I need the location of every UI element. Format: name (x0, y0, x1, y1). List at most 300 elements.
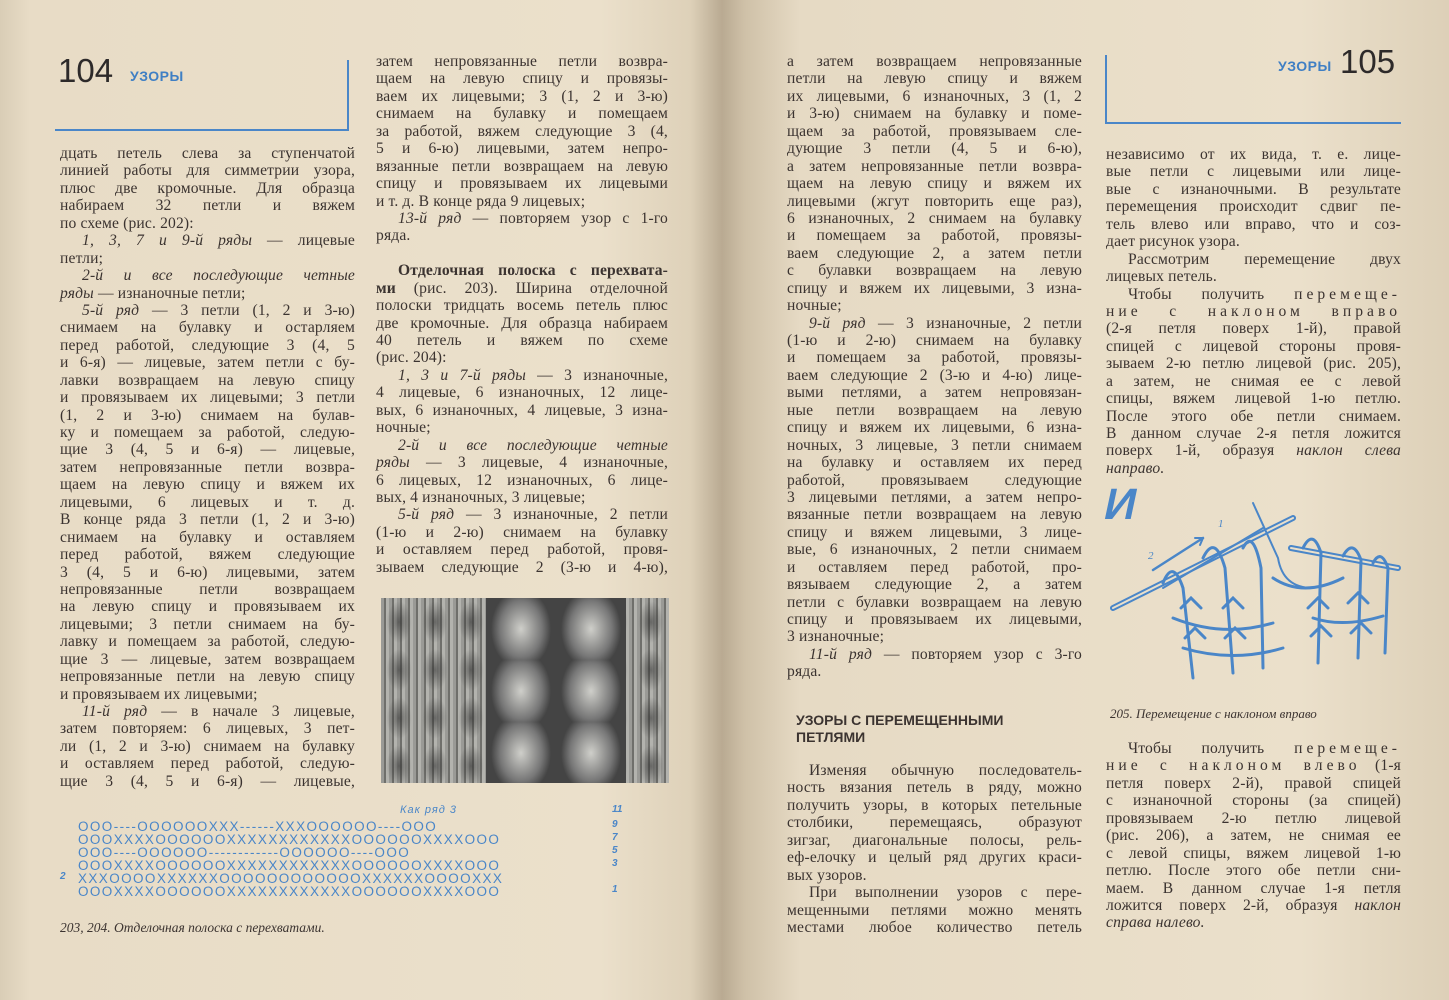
knitting-chart (60, 804, 638, 909)
text-line (376, 88, 668, 105)
bold-text: Отделочная полоска с перехвата- (398, 262, 668, 280)
chart-row (78, 818, 438, 834)
chart-row-stitches: XXXOOOOXXXXXXOOOOOOOOOOOOXXXXXXOOOOXXX (78, 871, 504, 886)
running-head-left: УЗОРЫ (130, 68, 184, 84)
text-line (60, 337, 355, 354)
text-line (60, 407, 355, 424)
text-line (1106, 146, 1401, 163)
text-line (60, 424, 355, 441)
text-line (787, 472, 1082, 489)
text-run: — 3 изнаночные, 2 петли (865, 314, 1082, 332)
text-run: ночные; (376, 419, 431, 437)
text-run: (2-я петля поверх 1-й), правой (1106, 320, 1401, 338)
text-line (376, 297, 668, 314)
text-line (376, 315, 668, 332)
text-line (376, 70, 668, 87)
text-line (1106, 216, 1401, 233)
text-line (1106, 425, 1401, 442)
text-line (787, 349, 1082, 366)
text-run: Чтобы получить (1128, 285, 1295, 303)
italic-text: 11-й ряд (82, 703, 148, 720)
text-line (60, 581, 355, 598)
italic-text: ряды (376, 454, 410, 472)
chart-row-stitches: OOO----OOOOOO------------OOOOOO----OOO (78, 845, 411, 860)
text-run: две кромочные. Для образца набираем (376, 314, 668, 332)
text-line (787, 402, 1082, 419)
text-line (60, 319, 355, 336)
text-line (1106, 233, 1401, 250)
section-heading (796, 712, 1003, 746)
text-line (1106, 286, 1401, 303)
text-line (60, 651, 355, 668)
text-run: (рис. 206), а затем, не снимая ее (1106, 827, 1401, 845)
text-line (787, 105, 1082, 122)
text-line (787, 158, 1082, 175)
text-line (1106, 792, 1401, 809)
text-run: ряда. (376, 227, 411, 245)
text-run: ложится поверх 2-й, образуя (1106, 896, 1355, 914)
text-line (1106, 810, 1401, 827)
text-run: линией работы для симметрии узора, (60, 162, 355, 180)
text-line (787, 193, 1082, 210)
text-run: полоски тридцать восемь петель плюс (376, 297, 668, 315)
header-rule-left (55, 129, 349, 131)
text-line (376, 437, 668, 454)
text-run: а затем непровязанные петли возвра- (787, 157, 1082, 175)
text-line (787, 297, 1082, 314)
text-run: щаем на левую спицу и вяжем их (787, 175, 1082, 193)
text-line (787, 175, 1082, 192)
text-run: и провязываем их лицевыми; 3 петли (60, 389, 355, 407)
text-run: спицы, вяжем лицевой 1-ю петлю. (1106, 390, 1401, 408)
italic-text: 13-й ряд (398, 209, 462, 227)
text-run: непровязанные петли возвращаем (60, 580, 355, 598)
text-line (376, 472, 668, 489)
text-line (787, 227, 1082, 244)
text-line (787, 762, 1082, 779)
text-run: 6 изнаночных, 2 снимаем на булавку (787, 209, 1082, 227)
text-run: и оставляем перед работой, провя- (376, 541, 668, 559)
text-line (60, 686, 355, 703)
text-run: набираем 32 петли и вяжем (60, 197, 355, 215)
text-run: 3 (4, 5 и 6-ю) лицевыми, затем (60, 563, 355, 581)
text-line (60, 755, 355, 772)
text-line (787, 262, 1082, 279)
text-run: с левой спицы, вяжем лицевой 1-ю (1106, 844, 1401, 862)
text-line (787, 140, 1082, 157)
text-run: щие 3 (4, 5 и 6-я) — лицевые, (60, 441, 355, 459)
text-run: спицу и вяжем их лицевыми, 3 изна- (787, 279, 1082, 297)
text-run: — повторяем узор с 1-го (461, 209, 668, 227)
text-run: 6 лицевых, 12 изнаночных, 6 лице- (376, 471, 668, 489)
text-run: снимаем на булавку и остарляем (60, 319, 355, 337)
text-line (787, 70, 1082, 87)
header-rule-left-vertical (347, 60, 349, 130)
text-line (787, 315, 1082, 332)
page-number-left: 104 (58, 52, 114, 89)
text-line (787, 646, 1082, 663)
text-run: и провязываем их лицевыми; (60, 685, 258, 703)
text-run: за работой, вяжем следующие 3 (4, (376, 122, 668, 140)
figure-label: 1 (1218, 518, 1224, 530)
text-line (60, 372, 355, 389)
text-run: — 3 лицевые, 4 изнаночные, (409, 454, 668, 472)
text-run: ваем следующие 2, а затем петли (787, 244, 1082, 262)
text-run: зываем следующие 2 (3-ю и 4-ю), (376, 558, 668, 576)
text-run: (1-ю и 2-ю) снимаем на булавку (787, 332, 1082, 349)
text-run: — повторяем узор с 3-го (872, 645, 1082, 663)
text-run: с изнаночной стороны (за спицей) (1106, 792, 1401, 810)
text-line (60, 720, 355, 737)
italic-text: 1, 3, 7 и 9-й ряды (82, 232, 253, 250)
text-run: и помещаем за работой, провязы- (787, 227, 1082, 245)
text-line (60, 511, 355, 528)
text-run: 3 лицевыми петлями, а затем непро- (787, 488, 1082, 506)
text-run: 3 изнаночные; (787, 628, 885, 646)
text-run: — в начале 3 лицевые, (147, 703, 355, 720)
chart-row-label: 9 (612, 819, 618, 830)
text-line (60, 441, 355, 458)
text-run: вые с изнаночными. В результате (1106, 180, 1401, 198)
header-rule-right-vertical (1105, 55, 1107, 123)
text-line (60, 494, 355, 511)
text-run: и оставляем перед работой, про- (787, 558, 1082, 576)
text-column-1 (60, 145, 355, 790)
italic-text: 2-й и все последующие четные (398, 436, 668, 454)
text-line (60, 354, 355, 371)
text-line (376, 419, 668, 436)
text-run: 4 лицевые, 6 изнаночных, 12 лице- (376, 384, 668, 402)
spaced-text: ние с наклоном вправо (1106, 302, 1401, 320)
text-line (60, 302, 355, 319)
text-column-4-continued (1106, 740, 1401, 932)
text-line (60, 232, 355, 249)
figure-letter: И (1099, 480, 1142, 529)
text-line (1106, 880, 1401, 897)
spaced-text: перемеще- (1294, 740, 1401, 757)
text-line (60, 773, 355, 790)
text-line (1106, 845, 1401, 862)
text-column-2 (376, 53, 668, 576)
text-run: вых, 6 изнаночных, 4 лицевые, 3 изна- (376, 401, 668, 419)
text-run: ночные; (787, 297, 842, 315)
text-run: петли; (60, 249, 104, 267)
text-line (787, 797, 1082, 814)
text-run: спицу и провязываем их лицевыми, (787, 611, 1082, 628)
text-line (787, 541, 1082, 558)
text-line (60, 285, 355, 302)
text-line (1106, 181, 1401, 198)
text-line (787, 849, 1082, 866)
text-line (787, 902, 1082, 919)
text-run: петля поверх 2-й), правой спицей (1106, 774, 1401, 792)
text-run: дцать петель слева за ступенчатой (60, 145, 355, 162)
text-line (1106, 320, 1401, 337)
text-column-3-continued (787, 762, 1082, 936)
text-run: вязанные петли возвращаем на левую (376, 157, 668, 175)
text-line (60, 145, 355, 162)
text-run: ли (1, 2 и 3-ю) снимаем на булавку (60, 737, 355, 755)
text-run: их лицевыми, 6 изнаночных, 3 (1, 2 (787, 87, 1082, 105)
text-line (376, 53, 668, 70)
text-line (60, 250, 355, 267)
text-line (60, 180, 355, 197)
running-head-right: УЗОРЫ (1278, 58, 1332, 74)
section-heading-line: УЗОРЫ С ПЕРЕМЕЩЕННЫМИ (796, 712, 1004, 728)
italic-text: ряды (60, 284, 94, 302)
text-run: по схеме (рис. 202): (60, 214, 194, 232)
text-run: Изменяя обычную последователь- (809, 762, 1082, 779)
text-line (787, 611, 1082, 628)
text-run: работой, провязываем следующие (787, 471, 1082, 489)
text-line (376, 524, 668, 541)
text-run: перемещения происходит сдвиг пе- (1106, 198, 1401, 216)
text-run: лавку и помещаем за работой, следую- (60, 633, 355, 651)
text-run: В данном случае 2-я петля ложится (1106, 425, 1401, 442)
text-run: поверх 1-й, образуя (1106, 442, 1297, 460)
figure-caption-203-204: 203, 204. Отделочная полоска с перехватами. (60, 920, 325, 935)
text-run: вых узоров. (787, 866, 867, 884)
text-column-4 (1106, 146, 1401, 477)
text-run: щаем за работой, провязываем сле- (787, 122, 1082, 140)
text-line (787, 919, 1082, 936)
text-run: зигзаг, диагональные полосы, рель- (787, 831, 1082, 849)
chart-row-stitches: OOOXXXXOOOOOOXXXXXXXXXXXXOOOOOOXXXXOOO (78, 884, 501, 899)
text-line (60, 668, 355, 685)
text-run: — лицевые (252, 232, 355, 250)
text-run: мещенными петлями можно менять (787, 901, 1082, 919)
text-run: непровязанные петли на левую спицу (60, 668, 355, 686)
text-line (787, 576, 1082, 593)
text-line (787, 832, 1082, 849)
text-line (787, 559, 1082, 576)
chart-row-label: 2 (60, 871, 66, 882)
text-line (376, 332, 668, 349)
text-run: — 3 изнаночные, (525, 366, 668, 384)
text-line (787, 280, 1082, 297)
text-line (376, 105, 668, 122)
text-line (60, 546, 355, 563)
header-rule-right (1105, 122, 1401, 124)
text-line (787, 454, 1082, 471)
section-heading-line: ПЕТЛЯМИ (796, 729, 866, 745)
text-run: При выполнении узоров с пере- (809, 884, 1082, 902)
text-line (1106, 198, 1401, 215)
text-run: После этого обе петли снимаем. (1106, 407, 1401, 425)
text-run: Рассмотрим перемещение двух (1128, 250, 1401, 268)
text-run: затем непровязанные петли возвра- (60, 458, 355, 476)
text-line (787, 332, 1082, 349)
text-run: ваем их лицевыми; 3 (1, 2 и 3-ю) (376, 87, 668, 105)
text-line (787, 594, 1082, 611)
text-line (376, 402, 668, 419)
text-line (376, 367, 668, 384)
text-run: спицу и вяжем лицевыми, 3 лице- (787, 523, 1082, 541)
text-line (1106, 862, 1401, 879)
text-run: получить узоры, в которых петельные (787, 796, 1082, 814)
chart-row-label: 11 (612, 804, 623, 815)
text-line (1106, 390, 1401, 407)
text-line (1106, 163, 1401, 180)
text-line (787, 245, 1082, 262)
chart-row-label: 7 (612, 832, 618, 843)
text-run: дает рисунок узора. (1106, 233, 1240, 251)
spaced-text: ние с наклоном влево (1106, 757, 1361, 775)
text-run: (1-ю и 2-ю) снимаем на булавку (376, 523, 668, 541)
chart-row (78, 883, 501, 899)
text-line (1106, 268, 1401, 285)
text-line (1106, 338, 1401, 355)
text-run: и 3-ю) снимаем на булавку и поме- (787, 105, 1082, 123)
text-run: спицу и вяжем их лицевыми, 6 изна- (787, 419, 1082, 437)
chart-row (78, 870, 504, 886)
text-line (376, 280, 668, 297)
text-run: перед работой, вяжем следующие (60, 546, 355, 564)
italic-text: 1, 3 и 7-й ряды (398, 366, 526, 384)
text-run: спицей с лицевой стороны провя- (1106, 337, 1401, 355)
text-run: петли с булавки возвращаем на левую (787, 593, 1082, 611)
text-line (787, 628, 1082, 645)
text-run: местами любое количество петель (787, 918, 1082, 936)
text-run: ряда. (787, 663, 822, 681)
text-line (1106, 251, 1401, 268)
text-run: щаем на левую спицу и вяжем их (60, 476, 355, 494)
text-line (60, 564, 355, 581)
text-run: Чтобы получить (1128, 740, 1295, 757)
text-run: снимаем на булавку и оставляем (60, 528, 355, 546)
text-run: ность вязания петель в ряду, можно (787, 779, 1082, 797)
text-line (1106, 355, 1401, 372)
figure-label: 2 (1148, 550, 1154, 562)
italic-text: наклон слева (1296, 442, 1401, 460)
text-line (60, 616, 355, 633)
text-run: с булавки возвращаем на левую (787, 262, 1082, 280)
text-line (60, 738, 355, 755)
text-line (787, 123, 1082, 140)
text-run: выми петлями, а затем непровязан- (787, 384, 1082, 402)
spaced-text: перемеще- (1294, 285, 1401, 303)
text-line (376, 158, 668, 175)
text-line (787, 384, 1082, 401)
text-run: В конце ряда 3 петли (1, 2 и 3-ю) (60, 511, 355, 529)
text-line (787, 437, 1082, 454)
chart-row (78, 844, 411, 860)
text-line (60, 476, 355, 493)
text-run: на левую спицу и провязываем их (60, 598, 355, 616)
text-line (376, 140, 668, 157)
text-line (60, 529, 355, 546)
text-run: еф-елочку и целый ряд других краси- (787, 849, 1082, 867)
text-line (787, 489, 1082, 506)
chart-row-label: 1 (612, 884, 618, 895)
text-line (376, 506, 668, 523)
bold-text: ми (376, 279, 396, 297)
text-line (1106, 897, 1401, 914)
italic-text: 2-й и все последующие четные (82, 267, 355, 285)
text-line (376, 227, 668, 244)
chart-row-stitches: OOO----OOOOOOXXX------XXXOOOOOO----OOO (78, 819, 438, 834)
text-line (60, 389, 355, 406)
text-run: вые, 6 изнаночных, 2 петли снимаем (787, 541, 1082, 559)
text-run: вязанные петли возвращаем на левую (787, 506, 1082, 524)
text-line (60, 267, 355, 284)
text-line (376, 489, 668, 506)
italic-text: 11-й ряд (809, 645, 873, 663)
text-line (1106, 740, 1401, 757)
text-run: вые петли с лицевыми или лице- (1106, 163, 1401, 181)
text-line (376, 454, 668, 471)
text-run: и т. д. В конце ряда 9 лицевых; (376, 192, 586, 210)
italic-text: справа налево. (1106, 914, 1205, 932)
knitting-needles-illustration (1103, 488, 1403, 693)
text-line (787, 419, 1082, 436)
text-line (787, 779, 1082, 796)
text-run: (рис. 203). Ширина отделочной (395, 279, 668, 297)
text-run: столбики, перемещаясь, образуют (787, 814, 1082, 832)
text-run: и помещаем за работой, провязы- (787, 349, 1082, 367)
text-run: независимо от их вида, т. е. лице- (1106, 146, 1401, 163)
text-run: плюс две кромочные. Для образца (60, 179, 355, 197)
blank-line (376, 245, 668, 262)
text-line (787, 210, 1082, 227)
text-run: 40 петель и вяжем по схеме (376, 332, 668, 349)
text-line (1106, 408, 1401, 425)
page-number-right: 105 (1340, 43, 1396, 80)
text-run: и оставляем перед работой, следую- (60, 755, 355, 773)
text-line (376, 559, 668, 576)
chart-row-stitches: OOOXXXXOOOOOOXXXXXXXXXXXXOOOOOOXXXXOOO (78, 832, 501, 847)
text-run: ные петли возвращаем на левую (787, 401, 1082, 419)
chart-row (78, 831, 501, 847)
italic-text: 9-й ряд (809, 314, 866, 332)
text-line (1106, 460, 1401, 477)
text-run: лицевых петель. (1106, 268, 1217, 286)
text-run: дующие 3 петли (4, 5 и 6-ю), (787, 140, 1082, 158)
text-run: спицу и провязываем их лицевыми (376, 175, 668, 193)
italic-text: направо. (1106, 459, 1165, 477)
text-run: маем. В данном случае 1-я петля (1106, 879, 1401, 897)
figure-caption-205: 205. Перемещение с наклоном вправо (1110, 706, 1317, 721)
text-run: провязываем 2-ю петлю лицевой (1106, 809, 1401, 827)
text-line (1106, 757, 1401, 774)
text-line (1106, 775, 1401, 792)
italic-text: наклон (1354, 896, 1401, 914)
text-line (376, 193, 668, 210)
text-line (787, 814, 1082, 831)
text-column-3 (787, 53, 1082, 681)
text-run: вых, 4 изнаночных, 3 лицевые; (376, 488, 586, 506)
text-run: вязываем следующие 2, а затем (787, 576, 1082, 594)
text-line (787, 367, 1082, 384)
text-run: тель влево или вправо, что и соз- (1106, 215, 1401, 233)
chart-row-stitches: OOOXXXXOOOOOOXXXXXXXXXXXXOOOOOOXXXXOOO (78, 858, 501, 873)
figure-205 (1099, 480, 1403, 693)
text-line (787, 867, 1082, 884)
text-line (376, 349, 668, 366)
text-run: лицевыми; 3 петли снимаем на бу- (60, 615, 355, 633)
text-line (1106, 827, 1401, 844)
text-run: — 3 изнаночные, 2 петли (454, 506, 668, 524)
text-run: и 6-я) — лицевые, затем петли с бу- (60, 354, 355, 372)
text-run: петлю. После этого обе петли сни- (1106, 862, 1401, 880)
text-line (787, 53, 1082, 70)
text-line (60, 197, 355, 214)
text-line (376, 175, 668, 192)
text-run: лавки возвращаем на левую спицу (60, 371, 355, 389)
text-line (376, 210, 668, 227)
text-run: затем повторяем: 6 лицевых, 3 пет- (60, 720, 355, 738)
chart-row-label: 5 (612, 845, 618, 856)
